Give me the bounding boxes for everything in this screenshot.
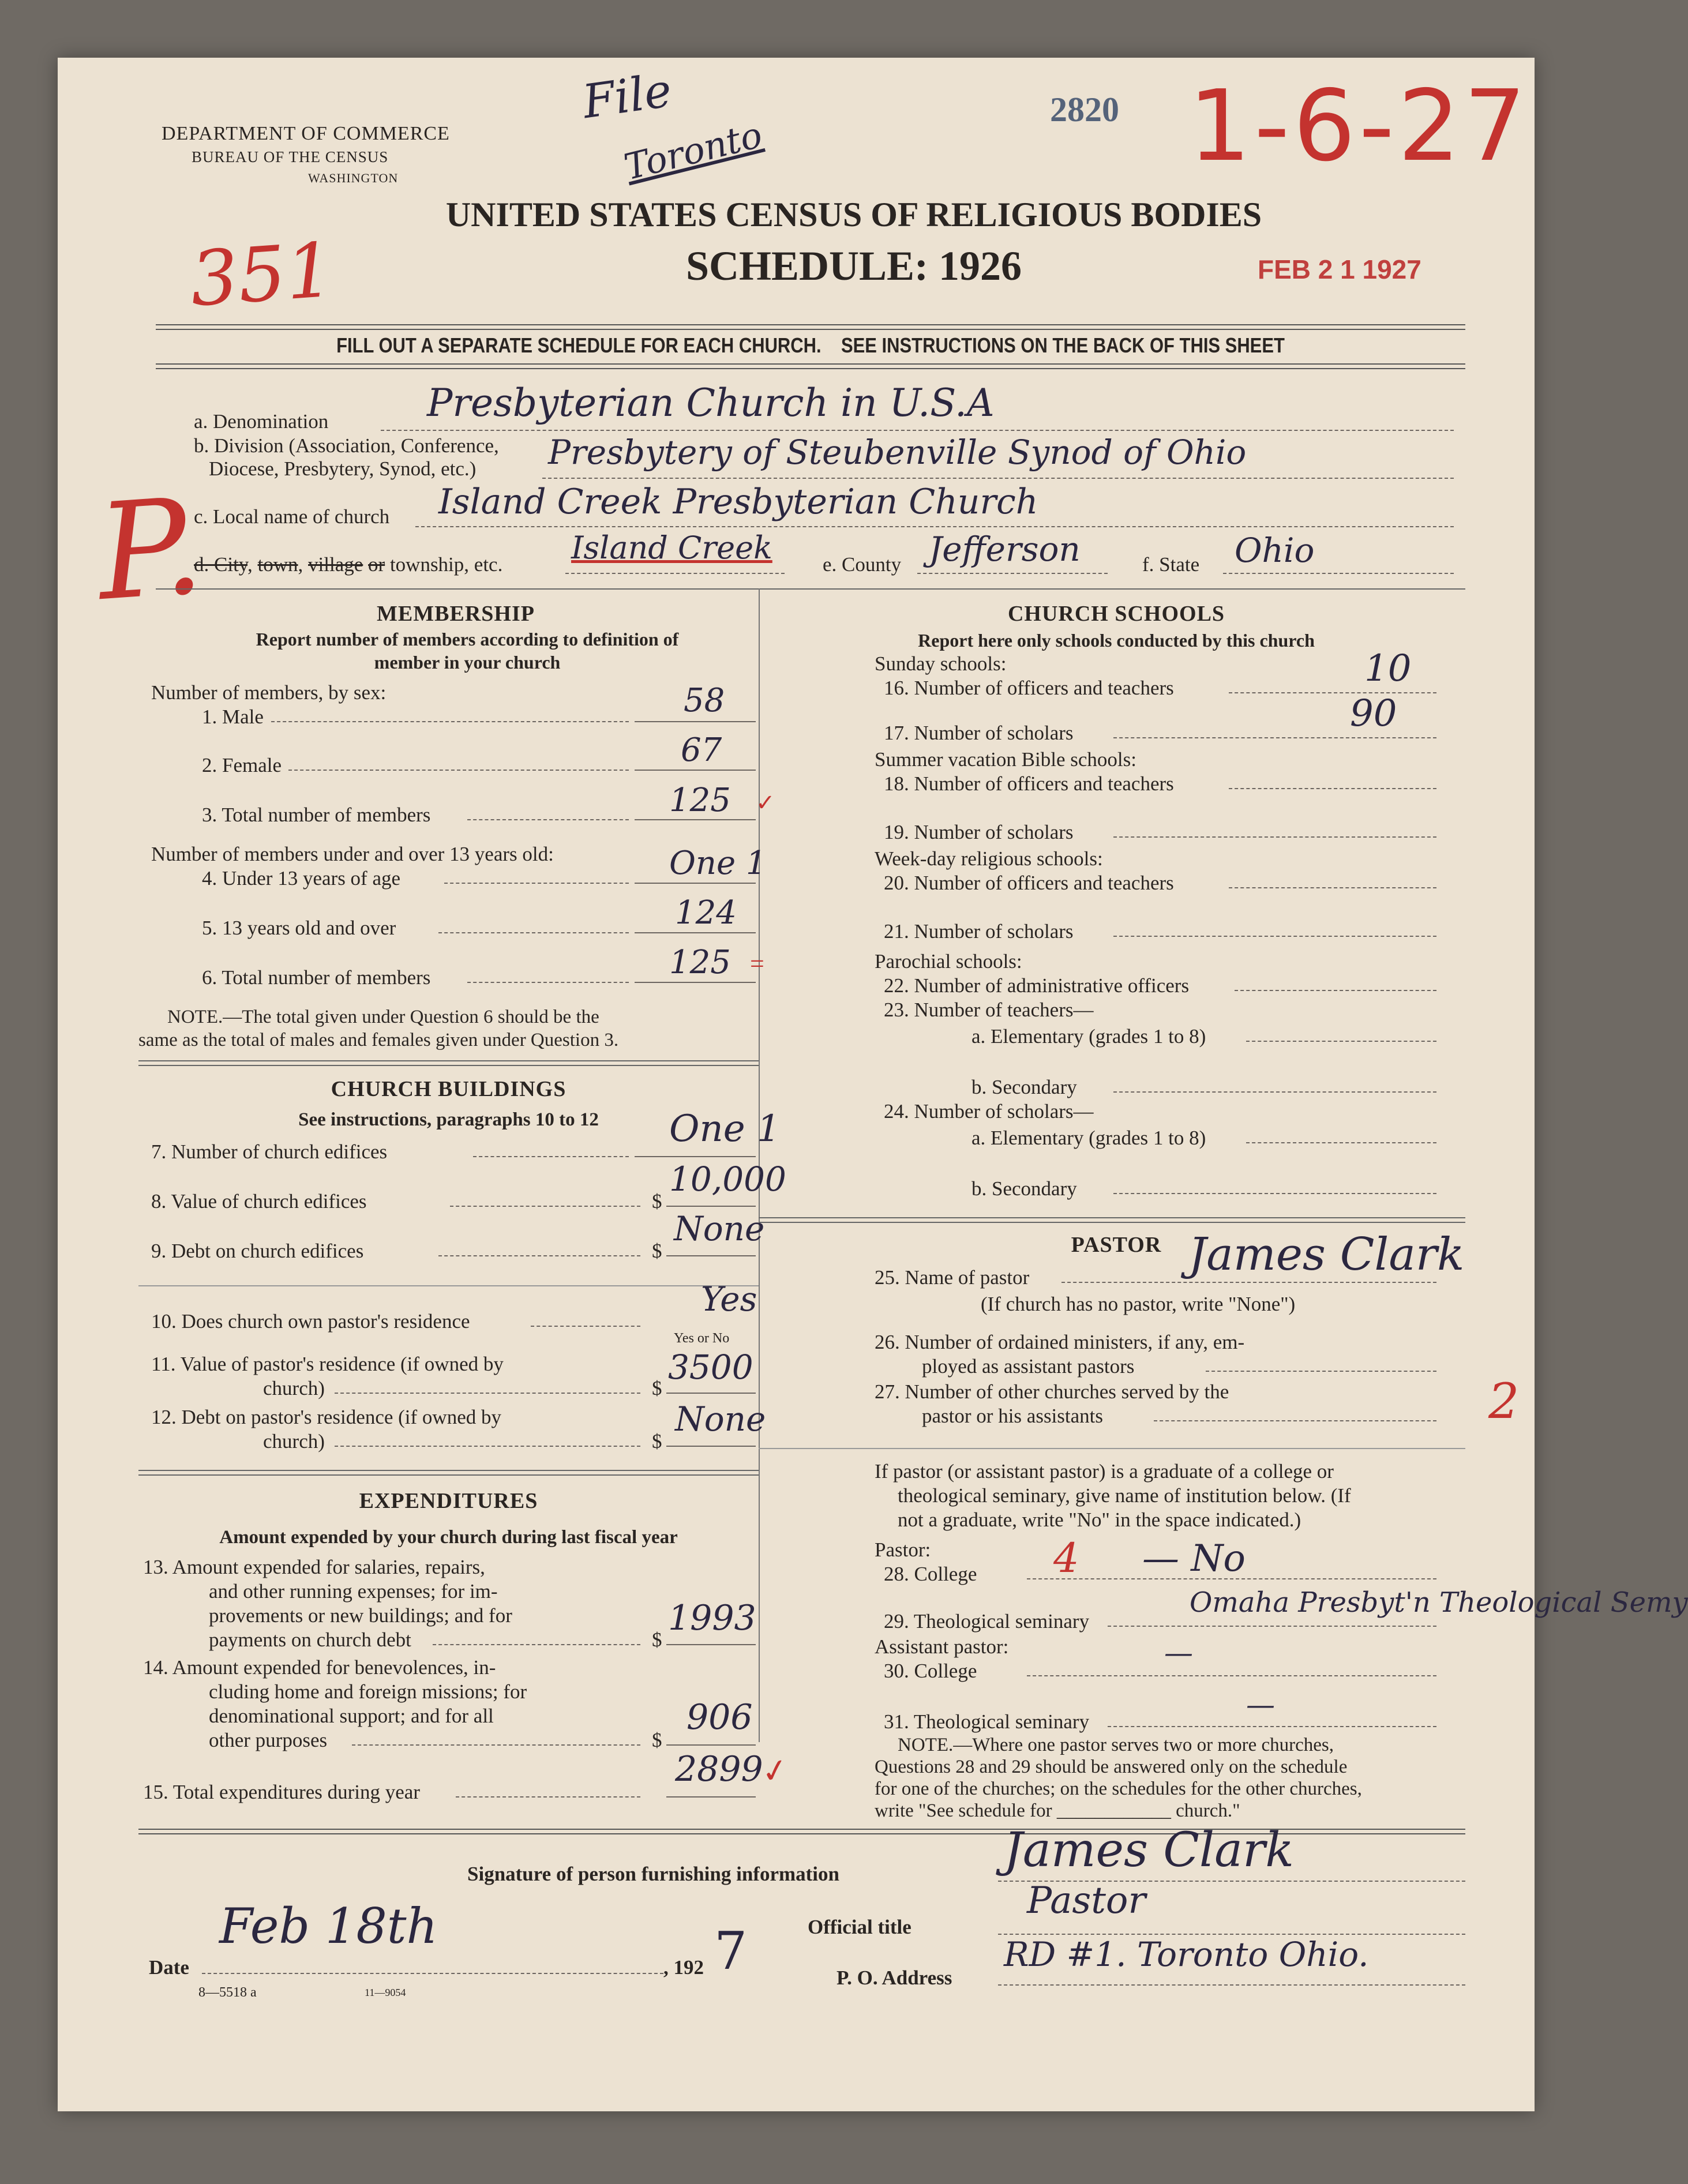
q12-debt-label-1: 12. Debt on pastor's residence (if owned by <box>151 1406 501 1428</box>
division-label-1: b. Division (Association, Conference, <box>194 434 499 457</box>
q4-under13-label: 4. Under 13 years of age <box>202 867 401 890</box>
q1-male-value[interactable]: 58 <box>684 682 725 719</box>
q7-edifices-label: 7. Number of church edifices <box>151 1140 388 1163</box>
township-value[interactable]: Island Creek <box>571 530 772 566</box>
q27-label-2: pastor or his assistants <box>922 1405 1104 1427</box>
assistant-pastor-subheading: Assistant pastor: <box>875 1635 1009 1658</box>
schools-intro: Report here only schools conducted by this church <box>918 630 1315 651</box>
q23b-label: b. Secondary <box>971 1076 1077 1098</box>
q26-label-1: 26. Number of ordained ministers, if any, em- <box>875 1331 1245 1353</box>
q26-label-2: ployed as assistant pastors <box>922 1355 1135 1378</box>
q2-female-value[interactable]: 67 <box>681 731 722 769</box>
township-label: d. City, town, village or township, etc. <box>194 553 503 576</box>
local-name-label: c. Local name of church <box>194 505 390 528</box>
q13-dollar: $ <box>652 1628 662 1651</box>
q11-value[interactable]: 3500 <box>668 1348 753 1387</box>
dept-name: DEPARTMENT OF COMMERCE <box>162 123 450 144</box>
q24-label: 24. Number of scholars— <box>884 1100 1094 1123</box>
separate-schedule-instruction: FILL OUT A SEPARATE SCHEDULE FOR EACH CHURCH. SEE INSTRUCTIONS ON THE BACK OF THIS SHEET <box>336 333 1285 357</box>
q17-value[interactable]: 90 <box>1350 692 1397 735</box>
q30-college-value[interactable]: — <box>1164 1636 1193 1669</box>
q21-label: 21. Number of scholars <box>884 920 1074 943</box>
q30-label: 30. College <box>884 1660 977 1682</box>
q4-under13-value[interactable]: One 1 <box>669 845 767 882</box>
q27-value[interactable]: 2 <box>1488 1373 1520 1429</box>
pastor-note-2: Questions 28 and 29 should be answered only on the schedule <box>875 1757 1348 1777</box>
q23a-label: a. Elementary (grades 1 to 8) <box>971 1025 1206 1048</box>
q7-edifices-value[interactable]: One 1 <box>669 1108 781 1150</box>
schools-title: CHURCH SCHOOLS <box>1007 602 1225 626</box>
handwritten-toronto: Toronto <box>620 113 767 189</box>
po-address-label: P. O. Address <box>837 1967 952 1989</box>
q10-residence-value[interactable]: Yes <box>701 1279 757 1319</box>
po-address-value[interactable]: RD #1. Toronto Ohio. <box>1004 1935 1369 1974</box>
q6-total-label: 6. Total number of members <box>202 966 431 989</box>
local-name-value[interactable]: Island Creek Presbyterian Church <box>438 482 1038 522</box>
signature-value[interactable]: James Clark <box>1004 1823 1294 1878</box>
q3-total-value[interactable]: 125 <box>669 782 731 819</box>
q14-label-1: 14. Amount expended for benevolences, in- <box>143 1656 496 1679</box>
bureau-name: BUREAU OF THE CENSUS <box>192 148 389 166</box>
q14-label-4: other purposes <box>209 1729 328 1751</box>
pastor-note-3: for one of the churches; on the schedules for the other churches, <box>875 1778 1362 1799</box>
q8-dollar: $ <box>652 1190 662 1213</box>
red-margin-mark: P. <box>92 470 208 631</box>
q29-seminary-value[interactable]: Omaha Presbyt'n Theological Semy <box>1190 1586 1688 1619</box>
county-label: e. County <box>823 553 902 576</box>
q16-label: 16. Number of officers and teachers <box>884 677 1174 699</box>
denomination-label: a. Denomination <box>194 410 329 433</box>
division-value[interactable]: Presbytery of Steubenville Synod of Ohio <box>548 433 1247 472</box>
membership-intro-2: member in your church <box>374 652 561 673</box>
q5-over13-value[interactable]: 124 <box>675 894 737 932</box>
denomination-value[interactable]: Presbyterian Church in U.S.A <box>427 381 995 425</box>
date-label: Date <box>149 1956 189 1979</box>
q11-value-label-2: church) <box>263 1377 325 1399</box>
q23-label: 23. Number of teachers— <box>884 999 1094 1021</box>
q14-value[interactable]: 906 <box>687 1697 753 1738</box>
q24b-label: b. Secondary <box>971 1177 1077 1200</box>
q14-label-2: cluding home and foreign missions; for <box>209 1680 527 1703</box>
q15-value[interactable]: 2899 <box>675 1749 763 1789</box>
q31-label: 31. Theological seminary <box>884 1710 1090 1733</box>
membership-title: MEMBERSHIP <box>377 602 535 626</box>
q31-seminary-value[interactable]: — <box>1246 1688 1275 1721</box>
q2-female-label: 2. Female <box>202 754 282 776</box>
official-title-label: Official title <box>808 1916 911 1938</box>
q11-dollar: $ <box>652 1377 662 1399</box>
q13-label-3: provements or new buildings; and for <box>209 1604 512 1627</box>
file-number: 2820 <box>1050 91 1119 129</box>
summer-schools-label: Summer vacation Bible schools: <box>875 748 1136 771</box>
q27-label-1: 27. Number of other churches served by the <box>875 1380 1229 1403</box>
graduate-note-3: not a graduate, write "No" in the space indicated.) <box>898 1508 1301 1531</box>
q6-total-value[interactable]: 125 <box>669 944 731 981</box>
buildings-title: CHURCH BUILDINGS <box>331 1077 567 1101</box>
q17-label: 17. Number of scholars <box>884 722 1074 744</box>
q28-red-mark: 4 <box>1053 1534 1079 1582</box>
q14-dollar: $ <box>652 1729 662 1751</box>
division-label-2: Diocese, Presbytery, Synod, etc.) <box>209 457 477 480</box>
q28-college-value[interactable]: — No <box>1142 1537 1246 1580</box>
q24a-label: a. Elementary (grades 1 to 8) <box>971 1127 1206 1149</box>
membership-note-1: NOTE.—The total given under Question 6 should be the <box>167 1007 599 1027</box>
q11-value-label-1: 11. Value of pastor's residence (if owned by <box>151 1353 504 1375</box>
membership-intro-1: Report number of members according to definition of <box>256 629 679 650</box>
q22-label: 22. Number of administrative officers <box>884 974 1190 997</box>
q3-total-label: 3. Total number of members <box>202 804 431 826</box>
q8-value[interactable]: 10,000 <box>669 1159 786 1199</box>
q25-pastor-name[interactable]: James Clark <box>1188 1229 1465 1281</box>
q19-label: 19. Number of scholars <box>884 821 1074 843</box>
date-value[interactable]: Feb 18th <box>219 1898 438 1954</box>
official-title-value[interactable]: Pastor <box>1027 1879 1146 1922</box>
q12-debt-value[interactable]: None <box>675 1399 766 1439</box>
q12-debt-label-2: church) <box>263 1430 325 1453</box>
red-code-top-right: 1-6-27 <box>1188 69 1530 183</box>
census-schedule-sheet <box>58 58 1688 2111</box>
schedule-year: SCHEDULE: 1926 <box>685 243 1022 289</box>
red-check-q15: ✓ <box>759 1751 792 1792</box>
expenditures-intro: Amount expended by your church during last fiscal year <box>219 1527 678 1548</box>
sunday-schools-label: Sunday schools: <box>875 652 1007 675</box>
handwritten-file: File <box>579 63 675 129</box>
pastor-title: PASTOR <box>1071 1233 1162 1257</box>
graduate-note-2: theological seminary, give name of institution below. (If <box>898 1484 1351 1507</box>
q8-value-label: 8. Value of church edifices <box>151 1190 367 1213</box>
q29-label: 29. Theological seminary <box>884 1610 1090 1633</box>
red-check-q3: ✓ <box>756 790 775 816</box>
q25-hint: (If church has no pastor, write "None") <box>981 1293 1296 1315</box>
by-sex-label: Number of members, by sex: <box>151 681 387 704</box>
q14-label-3: denominational support; and for all <box>209 1705 494 1727</box>
county-value[interactable]: Jefferson <box>929 530 1081 569</box>
q13-label-4: payments on church debt <box>209 1628 411 1651</box>
q18-label: 18. Number of officers and teachers <box>884 772 1174 795</box>
pastor-subheading: Pastor: <box>875 1538 931 1561</box>
q12-dollar: $ <box>652 1430 662 1453</box>
received-date-stamp: FEB 2 1 1927 <box>1258 254 1421 284</box>
red-code-left: 351 <box>187 226 337 324</box>
print-number: 11—9054 <box>365 1987 406 1998</box>
expenditures-title: EXPENDITURES <box>359 1489 538 1513</box>
membership-note-2: same as the total of males and females given under Question 3. <box>138 1030 619 1050</box>
under-over-label: Number of members under and over 13 years old: <box>151 843 554 865</box>
q20-label: 20. Number of officers and teachers <box>884 872 1174 894</box>
q9-debt-value[interactable]: None <box>674 1209 765 1248</box>
q13-value[interactable]: 1993 <box>668 1598 756 1638</box>
pastor-note-4: write "See schedule for ____________ church." <box>875 1800 1240 1821</box>
q9-dollar: $ <box>652 1240 662 1262</box>
bureau-city: WASHINGTON <box>308 171 399 185</box>
q28-label: 28. College <box>884 1563 977 1585</box>
weekday-schools-label: Week-day religious schools: <box>875 847 1103 870</box>
buildings-intro: See instructions, paragraphs 10 to 12 <box>298 1109 599 1130</box>
q13-label-2: and other running expenses; for im- <box>209 1580 498 1603</box>
q5-over13-label: 5. 13 years old and over <box>202 917 396 939</box>
q16-value[interactable]: 10 <box>1364 647 1412 690</box>
q10-hint: Yes or No <box>674 1331 730 1346</box>
parochial-schools-label: Parochial schools: <box>875 950 1022 973</box>
year-label: , 192 <box>663 1956 704 1979</box>
state-label: f. State <box>1142 553 1200 576</box>
q13-label-1: 13. Amount expended for salaries, repairs, <box>143 1556 485 1578</box>
form-title: UNITED STATES CENSUS OF RELIGIOUS BODIES <box>445 196 1262 234</box>
q10-residence-label: 10. Does church own pastor's residence <box>151 1310 470 1333</box>
year-value[interactable]: 7 <box>714 1921 748 1982</box>
form-number: 8—5518 a <box>198 1985 257 2000</box>
q9-debt-label: 9. Debt on church edifices <box>151 1240 364 1262</box>
pastor-note-1: NOTE.—Where one pastor serves two or more churches, <box>898 1735 1334 1755</box>
q15-label: 15. Total expenditures during year <box>143 1781 420 1803</box>
graduate-note-1: If pastor (or assistant pastor) is a graduate of a college or <box>875 1460 1334 1483</box>
q25-label: 25. Name of pastor <box>875 1266 1030 1289</box>
state-value[interactable]: Ohio <box>1235 531 1315 570</box>
red-mark-q6: = <box>750 950 764 978</box>
q1-male-label: 1. Male <box>202 706 264 728</box>
signature-label: Signature of person furnishing information <box>467 1863 839 1885</box>
